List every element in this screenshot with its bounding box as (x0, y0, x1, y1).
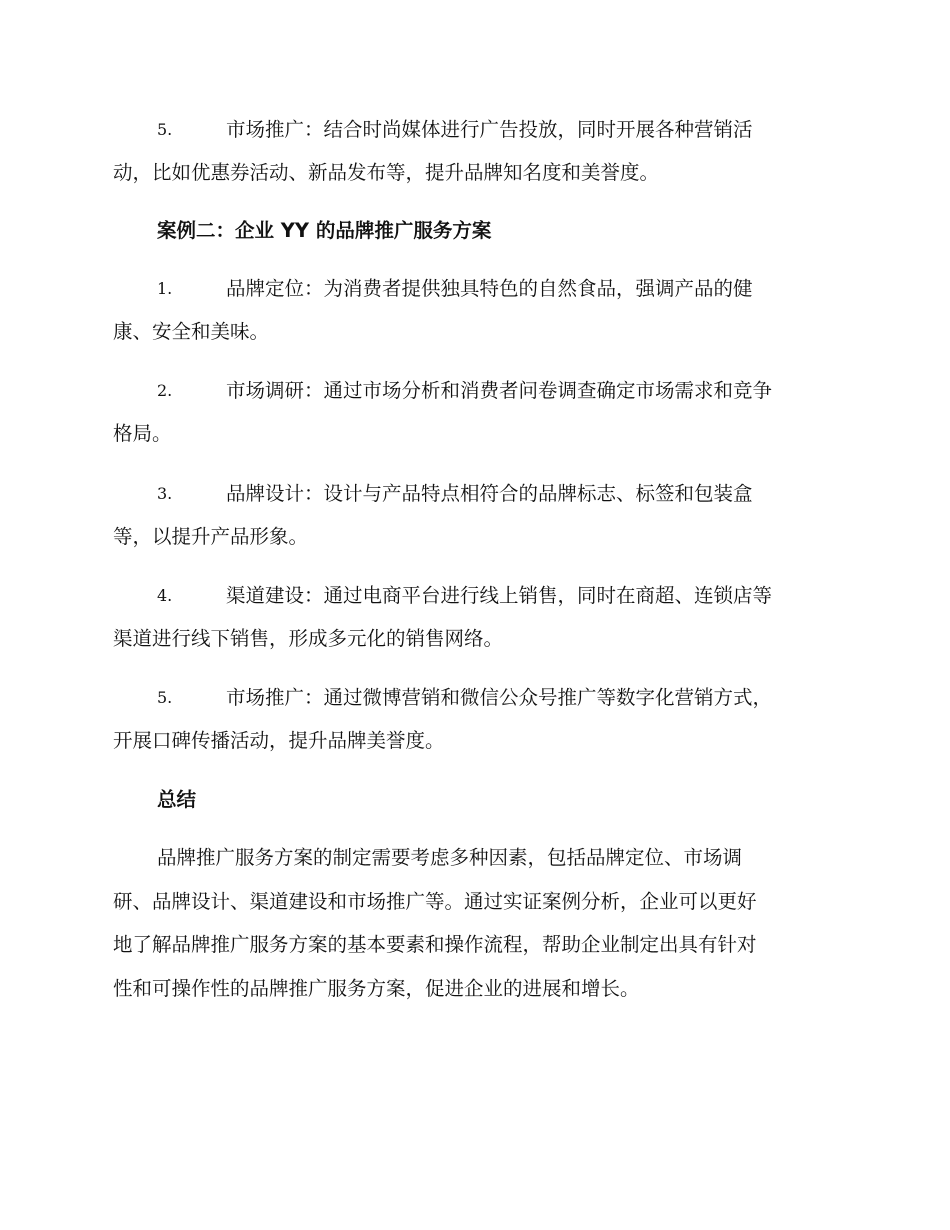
list-item-text: 康、安全和美味。 (113, 320, 270, 343)
list-item-number: 5. (157, 120, 173, 139)
section-heading: 案例二：企业 YY 的品牌推广服务方案 (157, 219, 492, 242)
list-item-text: 动，比如优惠券活动、新品发布等，提升品牌知名度和美誉度。 (113, 161, 660, 184)
list-item (113, 676, 835, 762)
list-item-text: 品牌定位：为消费者提供独具特色的自然食品，强调产品的健 (226, 277, 753, 300)
list-item-number: 1. (157, 279, 173, 298)
list-item-text: 市场推广：结合时尚媒体进行广告投放，同时开展各种营销活 (226, 118, 753, 141)
list-item (113, 574, 835, 660)
paragraph-line: 品牌推广服务方案的制定需要考虑多种因素，包括品牌定位、市场调 (157, 846, 743, 869)
paragraph-line: 研、品牌设计、渠道建设和市场推广等。通过实证案例分析，企业可以更好 (113, 889, 757, 913)
list-item (113, 472, 835, 558)
list-item-text: 渠道建设：通过电商平台进行线上销售，同时在商超、连锁店等 (226, 584, 773, 607)
list-item-number: 3. (157, 484, 173, 503)
list-item-text: 等，以提升产品形象。 (113, 525, 309, 548)
section-heading: 总结 (157, 788, 197, 811)
list-item (113, 108, 835, 194)
list-item-text: 渠道进行线下销售，形成多元化的销售网络。 (113, 627, 504, 650)
list-item-text: 开展口碑传播活动，提升品牌美誉度。 (113, 729, 445, 752)
list-item-number: 5. (157, 688, 173, 707)
list-item (113, 267, 835, 353)
list-item-number: 4. (157, 586, 173, 605)
list-item (113, 369, 835, 455)
paragraph-line: 性和可操作性的品牌推广服务方案，促进企业的进展和增长。 (113, 976, 640, 1000)
list-item-text: 市场推广：通过微博营销和微信公众号推广等数字化营销方式， (226, 686, 773, 709)
list-item-text: 市场调研：通过市场分析和消费者问卷调查确定市场需求和竞争 (226, 379, 773, 402)
list-item-text: 格局。 (113, 422, 172, 445)
summary-paragraph (113, 836, 835, 1010)
list-item-number: 2. (157, 381, 173, 400)
paragraph-line: 地了解品牌推广服务方案的基本要素和操作流程，帮助企业制定出具有针对 (113, 933, 757, 956)
list-item-text: 品牌设计：设计与产品特点相符合的品牌标志、标签和包装盒 (226, 482, 753, 505)
